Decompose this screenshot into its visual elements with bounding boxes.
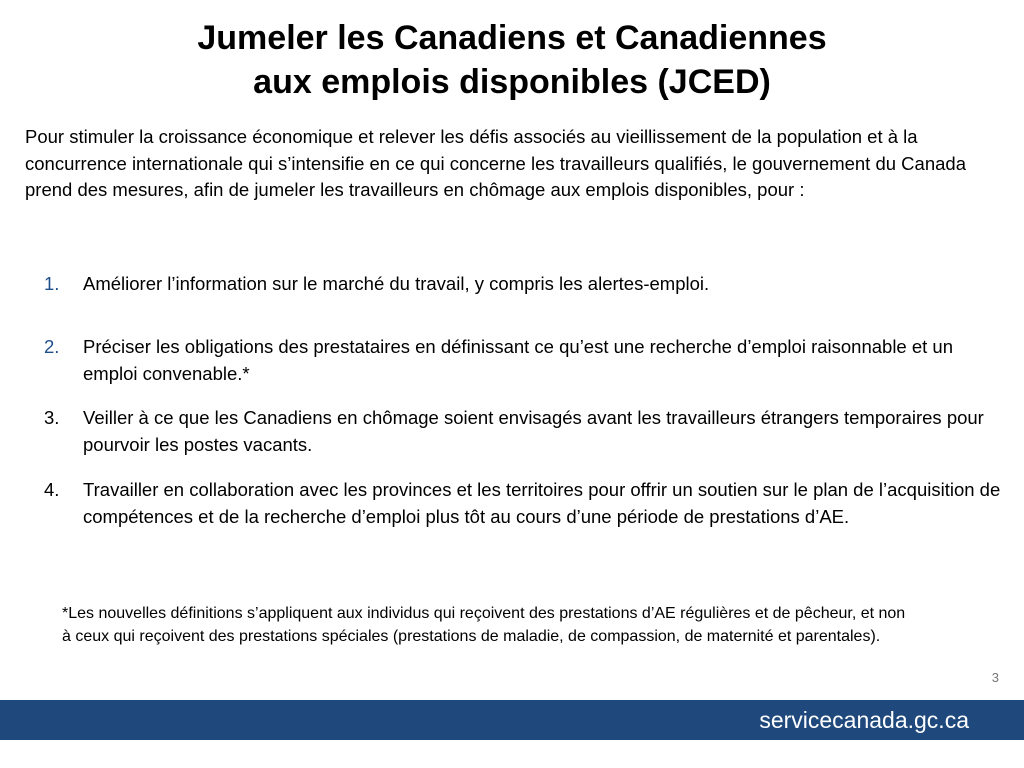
footer-bar	[0, 700, 1024, 740]
list-item	[44, 333, 1012, 387]
page-number: 3	[991, 670, 999, 685]
footer-url: servicecanada.gc.ca	[759, 707, 969, 733]
footnote: *Les nouvelles définitions s’appliquent aux individus qui reçoivent des prestations d’AE régulières et de pêcheur, et non à ceux qui reçoivent des prestations spéciales (prestations de maladie, de compassion, de maternité et parentales).	[62, 605, 906, 645]
list-item-text: Travailler en collaboration avec les provinces et les territoires pour offrir un soutien sur le plan de l’acquisition de compétences et de la recherche d’emploi plus tôt au cours d’une période de prestations d’AE.	[83, 479, 1001, 527]
list-item	[44, 270, 1012, 297]
list-item	[44, 404, 1012, 458]
list-item	[44, 476, 1012, 530]
list-item-number: 4.	[44, 479, 60, 500]
slide-title-line-2: aux emplois disponibles (JCED)	[253, 63, 771, 101]
intro-paragraph: Pour stimuler la croissance économique et relever les défis associés au vieillissement de la population et à la concurrence internationale qui s’intensifie en ce qui concerne les travailleurs qualifiés, le gouvernement du Canada prend des mesures, afin de jumeler les travailleurs en chômage aux emplois disponibles, pour :	[25, 126, 966, 200]
list-item-number: 2.	[44, 336, 60, 357]
list-item-number: 3.	[44, 407, 60, 428]
list-item-number: 1.	[44, 273, 60, 294]
slide-title-line-1: Jumeler les Canadiens et Canadiennes	[197, 19, 827, 57]
slide-title	[0, 16, 1024, 104]
list-item-text: Améliorer l’information sur le marché du travail, y compris les alertes-emploi.	[83, 273, 710, 294]
list-item-text: Préciser les obligations des prestataires en définissant ce qu’est une recherche d’emploi raisonnable et un emploi convenable.*	[83, 336, 954, 384]
list-item-text: Veiller à ce que les Canadiens en chômage soient envisagés avant les travailleurs étrangers temporaires pour pourvoir les postes vacants.	[83, 407, 984, 455]
